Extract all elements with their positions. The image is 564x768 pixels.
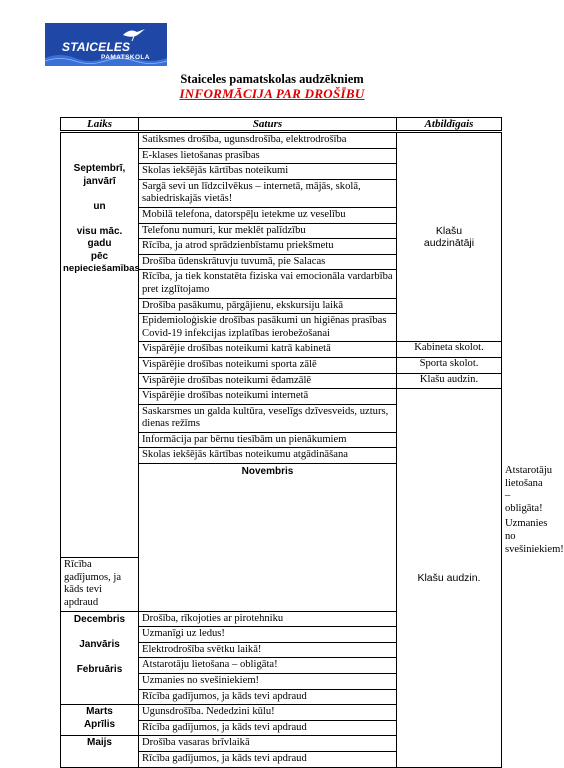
page-title: Staiceles pamatskolas audzēkniem <box>180 72 364 86</box>
logo-sub: PAMATSKOLA <box>101 54 150 61</box>
responsible-cell: Sporta skolot. <box>397 357 502 373</box>
period-spring: Marts Aprīlis <box>61 705 139 736</box>
topic-cell: Uzmanies no svešiniekiem! <box>139 673 397 689</box>
table-row: Uzmanies no svešiniekiem! <box>505 518 564 555</box>
period-september: Septembrī, janvārī un visu māc. gadu pēc nepieciešamības <box>61 132 139 558</box>
column-header-content: Saturs <box>139 118 397 132</box>
topic-cell: Telefonu numuri, kur meklēt palīdzību <box>139 223 397 239</box>
topic-cell: Vispārējie drošības noteikumi katrā kabinetā <box>139 342 397 358</box>
school-logo <box>45 23 167 66</box>
topic-cell: Rīcība, ja atrod sprādzienbīstamu priekšmetu <box>139 239 397 255</box>
topic-cell: Rīcība gadījumos, ja kāds tevi apdraud <box>139 689 397 705</box>
topic-cell: Drošība pasākumu, pārgājienu, ekskursiju laikā <box>139 298 397 314</box>
topic-cell: Epidemioloģiskie drošības pasākumi un higiēnas prasības Covid-19 infekcijas izplatības ierobežošanai <box>139 314 397 342</box>
responsible-class-teachers-2: Klašu audzin. <box>397 389 502 767</box>
page-subtitle: INFORMĀCIJA PAR DROŠĪBU <box>179 86 365 101</box>
topic-cell: Drošība vasaras brīvlaikā <box>139 736 397 752</box>
period-may: Maijs <box>61 736 139 767</box>
topic-cell: Informācija par bērnu tiesībām un pienākumiem <box>139 432 397 448</box>
logo-name: STAICELES <box>62 40 131 54</box>
column-header-time: Laiks <box>61 118 139 132</box>
topic-cell: Rīcība, ja tiek konstatēta fiziska vai emocionāla vardarbība pret izglītojamo <box>139 270 397 298</box>
topic-cell: Skolas iekšējās kārtības noteikumu atgādināšana <box>139 448 397 464</box>
topic-cell: E-klases lietošanas prasības <box>139 148 397 164</box>
topic-cell: Rīcība gadījumos, ja kāds tevi apdraud <box>61 558 139 611</box>
topic-cell: Satiksmes drošība, ugunsdrošība, elektrodrošība <box>139 132 397 149</box>
topic-cell: Drošība ūdenskrātuvju tuvumā, pie Salacas <box>139 254 397 270</box>
topic-cell: Drošība, rīkojoties ar pirotehniku <box>139 611 397 627</box>
topic-cell: Saskarsmes un galda kultūra, veselīgs dzīvesveids, uzturs, dienas režīms <box>139 404 397 432</box>
topic-cell: Uzmanīgi uz ledus! <box>139 627 397 643</box>
table-row: Novembris Atstarotāju lietošana – obligāta! <box>61 464 502 517</box>
topic-cell: Vispārējie drošības noteikumi ēdamzālē <box>139 373 397 389</box>
period-november: Novembris <box>139 464 397 612</box>
topic-cell: Mobilā telefona, datorspēļu ietekme uz veselību <box>139 207 397 223</box>
period-winter: Decembris Janvāris Februāris <box>61 611 139 705</box>
topic-cell: Vispārējie drošības noteikumi sporta zālē <box>139 357 397 373</box>
responsible-cell: Kabineta skolot. <box>397 342 502 358</box>
topic-cell: Sargā sevi un līdzcilvēkus – internetā, mājās, skolā, sabiedriskajās vietās! <box>139 179 397 207</box>
topic-cell: Atstarotāju lietošana – obligāta! <box>139 658 397 674</box>
topic-cell: Vispārējie drošības noteikumi internetā <box>139 389 397 405</box>
topic-cell: Rīcība gadījumos, ja kāds tevi apdraud <box>139 720 397 736</box>
topic-cell: Elektrodrošība svētku laikā! <box>139 642 397 658</box>
responsible-class-teachers: Klašu audzinātāji <box>397 132 502 342</box>
topic-cell: Ugunsdrošība. Nededzini kūlu! <box>139 705 397 721</box>
topic-cell: Skolas iekšējās kārtības noteikumi <box>139 164 397 180</box>
safety-info-table <box>60 117 564 768</box>
responsible-cell: Klašu audzin. <box>397 373 502 389</box>
table-row <box>61 132 502 149</box>
topic-cell: Rīcība gadījumos, ja kāds tevi apdraud <box>139 751 397 767</box>
column-header-responsible: Atbildīgais <box>397 118 502 132</box>
